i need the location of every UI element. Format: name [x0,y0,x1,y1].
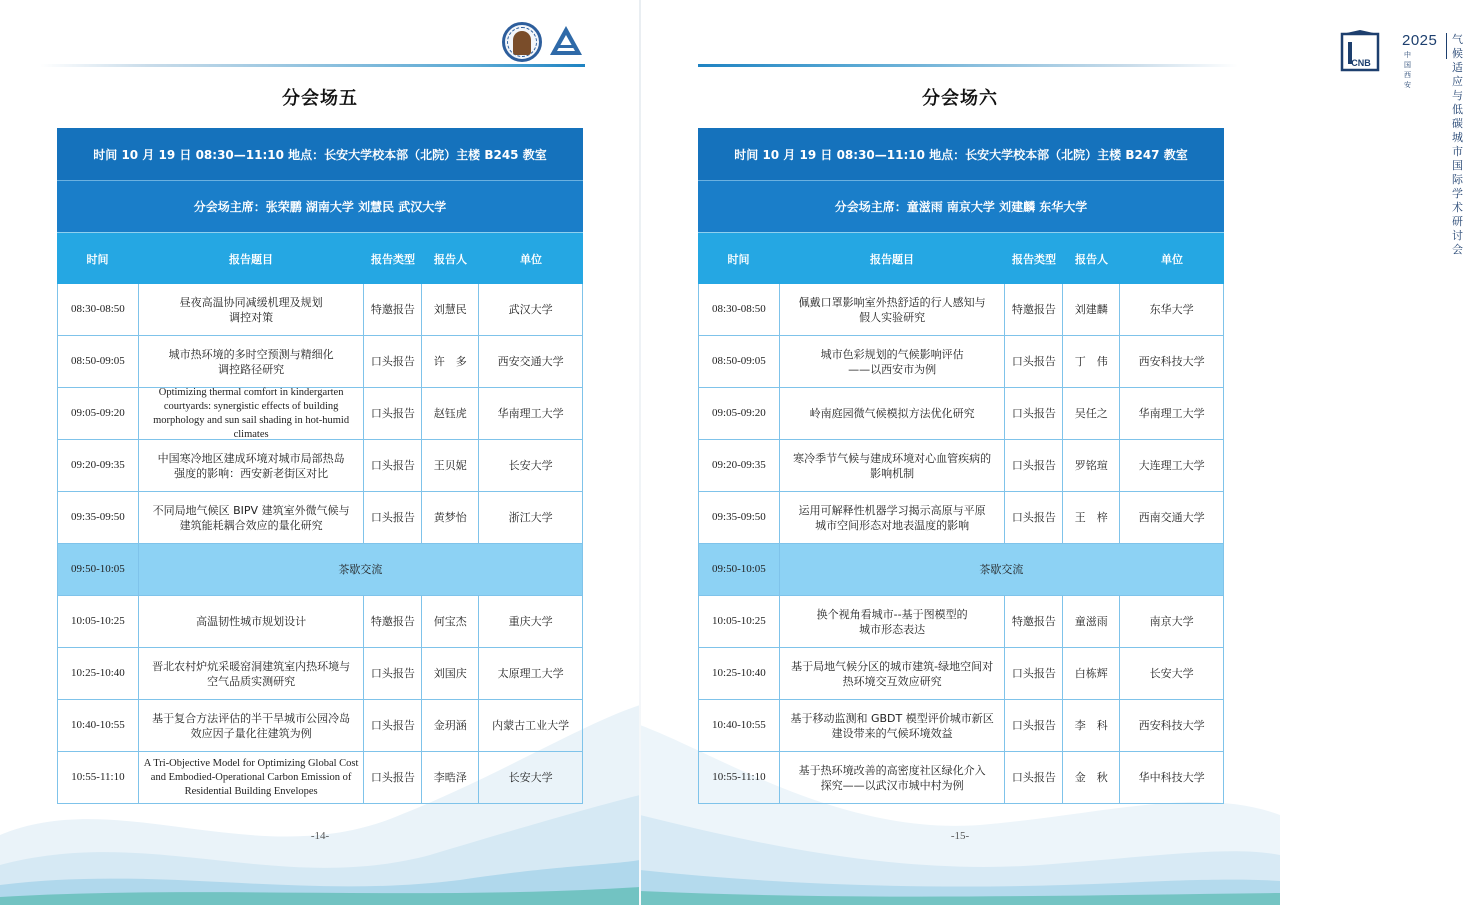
page-title: 分会场五 [282,88,358,109]
time-cell: 10:25-10:40 [699,648,780,699]
unit-cell: 太原理工大学 [479,648,583,699]
time-cell: 10:40-10:55 [58,700,139,751]
table-row [698,700,1224,752]
conference-title-line1: 气候适应与低碳城市国际 [1452,33,1463,186]
unit-cell: 西安科技大学 [1120,700,1224,751]
session-chairs: 分会场主席：童滋雨 南京大学 刘建麟 东华大学 [698,180,1224,232]
type-cell: 口头报告 [364,752,422,803]
type-cell: 口头报告 [1005,492,1063,543]
type-cell: 特邀报告 [1005,596,1063,647]
table-row [57,700,583,752]
unit-cell: 东华大学 [1120,284,1224,335]
time-cell: 09:20-09:35 [58,440,139,491]
university-seal-logo [502,22,542,62]
table-row [57,388,583,440]
conference-separator [1446,33,1447,59]
unit-cell: 西安科技大学 [1120,336,1224,387]
schedule-table [698,128,1224,804]
type-cell: 口头报告 [364,648,422,699]
time-cell: 10:55-11:10 [699,752,780,803]
type-cell: 口头报告 [364,492,422,543]
unit-cell: 南京大学 [1120,596,1224,647]
topic-cell: 基于复合方法评估的半干旱城市公园冷岛 效应因子量化往建筑为例 [139,700,365,751]
speaker-cell: 许 多 [422,336,479,387]
table-row [57,596,583,648]
time-cell: 08:30-08:50 [58,284,139,335]
speaker-cell: 李晧泽 [422,752,479,803]
speaker-cell: 刘国庆 [422,648,479,699]
table-header [57,232,583,284]
type-cell: 特邀报告 [1005,284,1063,335]
header-divider [40,64,585,67]
unit-cell: 华中科技大学 [1120,752,1224,803]
table-row [57,492,583,544]
time-cell: 10:05-10:25 [699,596,780,647]
table-row [57,284,583,336]
unit-cell: 重庆大学 [479,596,583,647]
unit-cell: 长安大学 [479,752,583,803]
header-time: 时间 [727,252,750,266]
topic-cell: 基于热环境改善的高密度社区绿化介入 探究——以武汉市城中村为例 [780,752,1006,803]
table-row [698,596,1224,648]
unit-cell: 内蒙古工业大学 [479,700,583,751]
speaker-cell: 金 秋 [1063,752,1120,803]
topic-cell: 晋北农村炉炕采暖窑洞建筑室内热环境与 空气品质实测研究 [139,648,365,699]
time-cell: 08:50-09:05 [699,336,780,387]
conference-place: 中国 西安 [1404,51,1411,89]
unit-cell: 长安大学 [479,440,583,491]
header-unit: 单位 [520,252,542,266]
topic-cell: 不同局地气候区 BIPV 建筑室外微气候与 建筑能耗耦合效应的量化研究 [139,492,365,543]
table-body [698,284,1224,804]
time-cell: 09:05-09:20 [699,388,780,439]
unit-cell: 武汉大学 [479,284,583,335]
table-row [57,648,583,700]
topic-cell: 中国寒冷地区建成环境对城市局部热岛 强度的影响：西安新老街区对比 [139,440,365,491]
time-cell: 10:25-10:40 [58,648,139,699]
page-number: -14- [310,830,330,842]
type-cell: 特邀报告 [364,284,422,335]
header-speaker: 报告人 [1075,252,1108,266]
topic-cell: 高温韧性城市规划设计 [139,596,365,647]
type-cell: 口头报告 [1005,336,1063,387]
header-time: 时间 [86,252,109,266]
speaker-cell: 王 梓 [1063,492,1120,543]
header-type: 报告类型 [371,252,415,266]
unit-cell: 西南交通大学 [1120,492,1224,543]
type-cell: 口头报告 [1005,700,1063,751]
table-row [698,648,1224,700]
break-cell: 茶歇交流 [139,544,583,595]
type-cell: 特邀报告 [364,596,422,647]
topic-cell: 基于移动监测和 GBDT 模型评价城市新区 建设带来的气候环境效益 [780,700,1006,751]
unit-cell: 长安大学 [1120,648,1224,699]
cnb-logo-text: CNB [1351,58,1371,68]
table-header [698,232,1224,284]
speaker-cell: 刘慧民 [422,284,479,335]
chd-logo [548,24,584,58]
header-unit: 单位 [1161,252,1183,266]
session-info: 时间 10 月 19 日 08:30—11:10 地点：长安大学校本部（北院）主楼 B247 教室 [698,128,1224,180]
speaker-cell: 王贝妮 [422,440,479,491]
table-row [698,752,1224,804]
topic-cell: 寒冷季节气候与建成环境对心血管疾病的 影响机制 [780,440,1006,491]
type-cell: 口头报告 [364,336,422,387]
table-body [57,284,583,804]
topic-cell: A Tri-Objective Model for Optimizing Global Cost and Embodied-Operational Carbon Emission of Residential Building Envelopes [139,752,365,803]
conference-title [1452,33,1463,257]
type-cell: 口头报告 [1005,648,1063,699]
speaker-cell: 李 科 [1063,700,1120,751]
topic-cell: 佩戴口罩影响室外热舒适的行人感知与 假人实验研究 [780,284,1006,335]
time-cell: 08:50-09:05 [58,336,139,387]
type-cell: 口头报告 [364,700,422,751]
type-cell: 口头报告 [1005,388,1063,439]
unit-cell: 浙江大学 [479,492,583,543]
page-fold [639,0,641,905]
topic-cell: 城市色彩规划的气候影响评估 ——以西安市为例 [780,336,1006,387]
speaker-cell: 吴任之 [1063,388,1120,439]
speaker-cell: 刘建麟 [1063,284,1120,335]
topic-cell: 基于局地气候分区的城市建筑-绿地空间对 热环境交互效应研究 [780,648,1006,699]
conference-year: 2025 [1402,32,1438,49]
speaker-cell: 丁 伟 [1063,336,1120,387]
unit-cell: 大连理工大学 [1120,440,1224,491]
time-cell: 09:50-10:05 [699,544,780,595]
table-row [698,492,1224,544]
time-cell: 08:30-08:50 [699,284,780,335]
time-cell: 10:55-11:10 [58,752,139,803]
page-number: -15- [950,830,970,842]
header-divider [698,64,1238,67]
unit-cell: 西安交通大学 [479,336,583,387]
speaker-cell: 白栋辉 [1063,648,1120,699]
topic-cell: Optimizing thermal comfort in kindergarten courtyards: synergistic effects of building morphology and sun sail shading in hot-humid climates [139,388,365,439]
speaker-cell: 何宝杰 [422,596,479,647]
header-type: 报告类型 [1012,252,1056,266]
break-row [698,544,1224,596]
unit-cell: 华南理工大学 [479,388,583,439]
table-row [698,284,1224,336]
page-right [640,0,1463,905]
cnb-logo [1340,30,1380,72]
table-row [57,336,583,388]
time-cell: 09:50-10:05 [58,544,139,595]
schedule-table [57,128,583,804]
topic-cell: 岭南庭园微气候模拟方法优化研究 [780,388,1006,439]
header-speaker: 报告人 [434,252,467,266]
type-cell: 口头报告 [364,440,422,491]
conference-title-line2: 学术研讨会 [1452,187,1463,256]
time-cell: 09:20-09:35 [699,440,780,491]
time-cell: 09:35-09:50 [699,492,780,543]
session-chairs: 分会场主席：张荣鹏 湖南大学 刘慧民 武汉大学 [57,180,583,232]
header-topic: 报告题目 [229,252,273,266]
unit-cell: 华南理工大学 [1120,388,1224,439]
speaker-cell: 黄梦怡 [422,492,479,543]
type-cell: 口头报告 [1005,440,1063,491]
session-info: 时间 10 月 19 日 08:30—11:10 地点：长安大学校本部（北院）主楼 B245 教室 [57,128,583,180]
time-cell: 10:40-10:55 [699,700,780,751]
table-row [57,440,583,492]
page-left [0,0,640,905]
break-row [57,544,583,596]
time-cell: 09:35-09:50 [58,492,139,543]
topic-cell: 昼夜高温协同减缓机理及规划 调控对策 [139,284,365,335]
topic-cell: 城市热环境的多时空预测与精细化 调控路径研究 [139,336,365,387]
topic-cell: 运用可解释性机器学习揭示高原与平原 城市空间形态对地表温度的影响 [780,492,1006,543]
table-row [57,752,583,804]
page-title: 分会场六 [922,88,998,109]
table-row [698,440,1224,492]
break-cell: 茶歇交流 [780,544,1224,595]
time-cell: 10:05-10:25 [58,596,139,647]
table-row [698,336,1224,388]
speaker-cell: 金玥涵 [422,700,479,751]
header-topic: 报告题目 [870,252,914,266]
speaker-cell: 罗铭瑄 [1063,440,1120,491]
table-row [698,388,1224,440]
type-cell: 口头报告 [1005,752,1063,803]
topic-cell: 换个视角看城市--基于图模型的 城市形态表达 [780,596,1006,647]
time-cell: 09:05-09:20 [58,388,139,439]
speaker-cell: 童滋雨 [1063,596,1120,647]
type-cell: 口头报告 [364,388,422,439]
speaker-cell: 赵钰虎 [422,388,479,439]
